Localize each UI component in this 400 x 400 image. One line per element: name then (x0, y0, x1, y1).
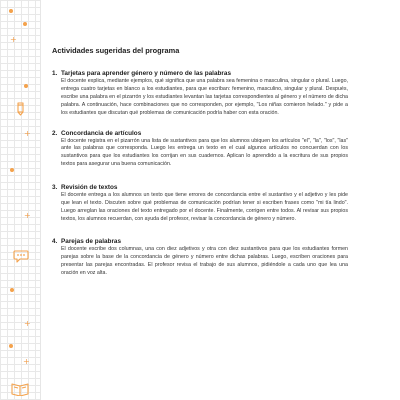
activity-title: Concordancia de artículos (61, 129, 142, 137)
activity-number: 1. (52, 70, 58, 77)
pencil-icon (15, 102, 27, 116)
activity-tarjetas (52, 70, 352, 118)
activity-description: El docente registra en el pizarrón una lista de sustantivos para que los alumnos ubiquen los artículos "el", "la", "los", "las" ante las palabras que corresponda. Luego les entrega un texto en el cual algunos artículos no concuerdan con los sustantivos para que los estudiantes los corrijan en sus cuadernos. Aplican lo aprendido a la escritura de sus propios textos para asegurar una buena comunicación. (61, 137, 348, 168)
orange-cross: + (24, 129, 31, 138)
orange-dot (23, 22, 27, 26)
page-title: Actividades sugeridas del programa (52, 46, 180, 55)
decorative-grid-sidebar (0, 0, 41, 400)
orange-dot (24, 84, 28, 88)
activity-title: Tarjetas para aprender género y número de las palabras (61, 70, 232, 77)
activity-concordancia (52, 130, 352, 170)
activity-heading (52, 70, 352, 78)
orange-dot (10, 288, 14, 292)
orange-cross: + (24, 319, 31, 328)
activity-description: El docente explica, mediante ejemplos, qué significa que una palabra sea femenina o masculina, singular o plural. Luego, entrega cuatro tarjetas en blanco a los estudiantes, para que escriban: femenino, masculino, singular y plural. Después, escribe una palabra en el pizarrón y los estudiantes levantan las tarjetas correspondientes al género y el número de dicha palabra. A continuación, hace combinaciones que no corresponden, por ejemplo, "Los niñas comieron helado." y pide a los estudiantes que discutan qué problemas de comunicación podría haber con esta oración. (61, 78, 348, 116)
book-icon (11, 382, 29, 396)
activity-number: 2. (52, 129, 58, 137)
orange-cross: + (24, 211, 31, 220)
activity-heading (52, 238, 352, 246)
activity-number: 3. (52, 184, 58, 192)
activity-description: El docente escribe dos columnas, una con diez adjetivos y otra con diez sustantivos para que los estudiantes formen parejas sobre la base de la concordancia de género y número entre dichas palabras. Luego, escriben oraciones para presentar las parejas encontradas. El profesor revisa el trabajo de sus alumnos, pidiéndole a cada uno que lea una oración en voz alta. (61, 245, 348, 276)
orange-dot (10, 168, 14, 172)
orange-dot (9, 344, 13, 348)
activity-number: 4. (52, 237, 58, 245)
orange-cross: + (10, 35, 17, 44)
orange-cross: + (23, 357, 30, 366)
activity-title: Parejas de palabras (61, 237, 122, 245)
activity-revision (52, 184, 352, 224)
chat-bubble-icon (13, 250, 29, 263)
activity-parejas (52, 238, 352, 278)
activity-description: El docente entrega a los alumnos un texto que tiene errores de concordancia entre el sustantivo y el adjetivo y les pide que lean el texto. Discuten sobre qué problemas de comunicación podrían tener si escriben frases como "mi tía lindo". Luego arreglan las oraciones del texto entregado por el docente. Finalmente, corrigen entre todos. Al revisar sus propios textos, los alumnos recuerdan, con ayuda del profesor, revisar la concordancia de género y número. (61, 192, 348, 222)
activity-heading (52, 184, 352, 192)
document-content (52, 46, 352, 277)
activity-heading (52, 130, 352, 138)
activity-title: Revisión de textos (61, 184, 118, 192)
orange-dot (9, 9, 13, 13)
